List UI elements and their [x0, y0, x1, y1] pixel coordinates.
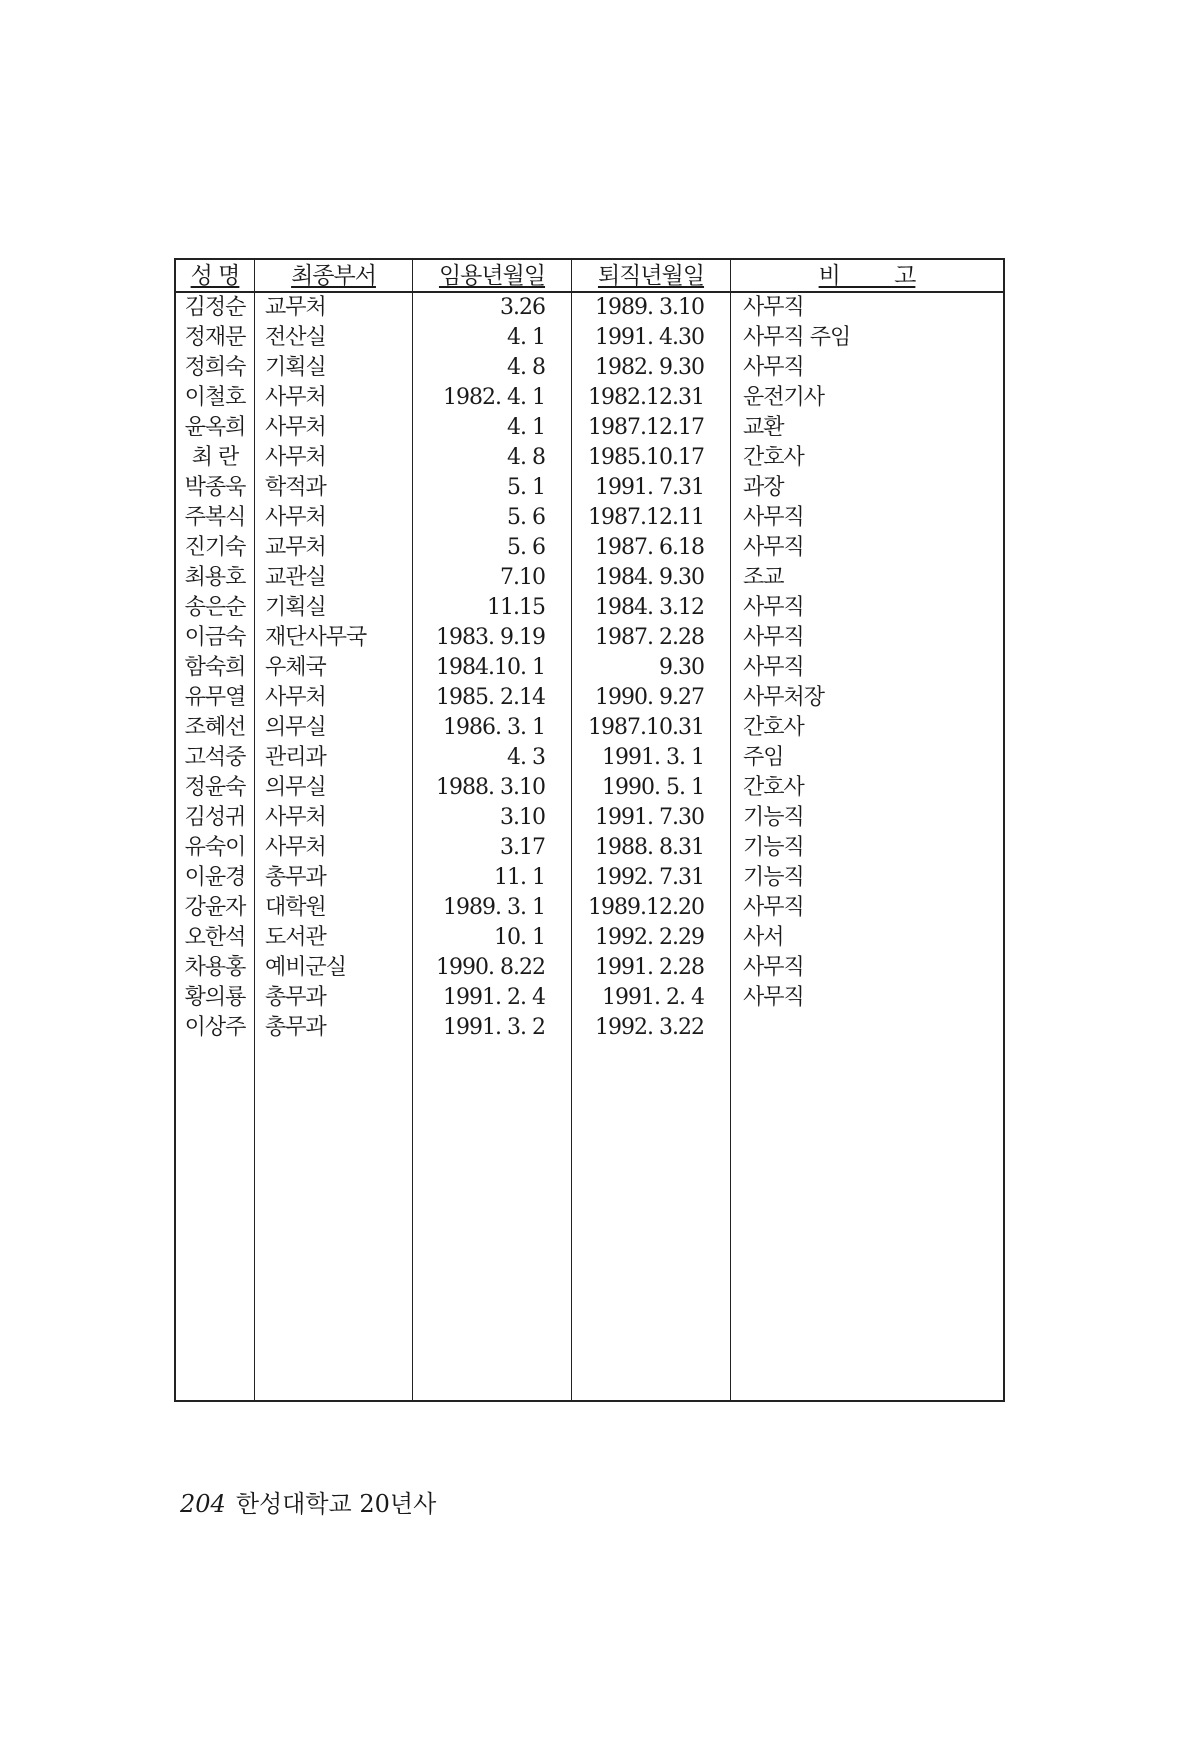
cell-dept: 총무과	[255, 1013, 413, 1043]
page-number: 204	[180, 1490, 226, 1518]
table-row	[175, 683, 1004, 713]
cell-dept: 사무처	[255, 683, 413, 713]
cell-note: 간호사	[731, 713, 1005, 743]
cell-dept: 사무처	[255, 803, 413, 833]
cell-retire-date: 1982.12.31	[572, 383, 731, 413]
cell-retire-date: 1987.12.11	[572, 503, 731, 533]
cell-name: 조혜선	[175, 713, 255, 743]
header-hire-date: 임용년월일	[413, 259, 572, 292]
cell-note: 사무직	[731, 593, 1005, 623]
cell-name: 정재문	[175, 323, 255, 353]
cell-note: 사무처장	[731, 683, 1005, 713]
cell-retire-date: 1987. 6.18	[572, 533, 731, 563]
table-row	[175, 893, 1004, 923]
cell-dept: 교관실	[255, 563, 413, 593]
cell-hire-date: 4. 8	[413, 443, 572, 473]
cell-retire-date: 1987.10.31	[572, 713, 731, 743]
cell-name: 진기숙	[175, 533, 255, 563]
cell-name: 오한석	[175, 923, 255, 953]
table-row	[175, 593, 1004, 623]
cell-dept: 전산실	[255, 323, 413, 353]
cell-dept: 교무처	[255, 533, 413, 563]
table-row	[175, 323, 1004, 353]
table-row	[175, 443, 1004, 473]
table-row	[175, 292, 1004, 323]
cell-dept: 대학원	[255, 893, 413, 923]
cell-retire-date: 1984. 9.30	[572, 563, 731, 593]
cell-name: 박종욱	[175, 473, 255, 503]
table-row	[175, 923, 1004, 953]
cell-note: 조교	[731, 563, 1005, 593]
cell-dept: 예비군실	[255, 953, 413, 983]
cell-dept: 학적과	[255, 473, 413, 503]
header-note: 비 고	[731, 259, 1005, 292]
cell-dept: 의무실	[255, 713, 413, 743]
cell-hire-date: 1989. 3. 1	[413, 893, 572, 923]
cell-dept: 사무처	[255, 383, 413, 413]
header-name: 성 명	[175, 259, 255, 292]
table-row	[175, 953, 1004, 983]
cell-hire-date: 1982. 4. 1	[413, 383, 572, 413]
cell-note: 과장	[731, 473, 1005, 503]
table-row	[175, 773, 1004, 803]
cell-dept: 관리과	[255, 743, 413, 773]
cell-hire-date: 4. 8	[413, 353, 572, 383]
book-title: 한성대학교 20년사	[235, 1490, 437, 1518]
table-row	[175, 383, 1004, 413]
cell-name: 차용홍	[175, 953, 255, 983]
cell-dept: 우체국	[255, 653, 413, 683]
table-row	[175, 413, 1004, 443]
table-row	[175, 863, 1004, 893]
cell-dept: 도서관	[255, 923, 413, 953]
cell-name: 이윤경	[175, 863, 255, 893]
cell-hire-date: 4. 3	[413, 743, 572, 773]
table-row	[175, 623, 1004, 653]
cell-note	[731, 1013, 1005, 1043]
cell-dept: 총무과	[255, 983, 413, 1013]
cell-note: 사무직	[731, 292, 1005, 323]
cell-note: 사서	[731, 923, 1005, 953]
cell-retire-date: 1989. 3.10	[572, 292, 731, 323]
cell-note: 사무직	[731, 653, 1005, 683]
cell-retire-date: 1982. 9.30	[572, 353, 731, 383]
cell-hire-date: 11. 1	[413, 863, 572, 893]
cell-hire-date: 1986. 3. 1	[413, 713, 572, 743]
cell-note: 기능직	[731, 803, 1005, 833]
cell-name: 김정순	[175, 292, 255, 323]
cell-retire-date: 1987.12.17	[572, 413, 731, 443]
cell-name: 이상주	[175, 1013, 255, 1043]
cell-dept: 총무과	[255, 863, 413, 893]
cell-dept: 사무처	[255, 833, 413, 863]
cell-retire-date: 1992. 7.31	[572, 863, 731, 893]
table-row	[175, 473, 1004, 503]
cell-retire-date: 1990. 9.27	[572, 683, 731, 713]
table-row	[175, 983, 1004, 1013]
cell-name: 송은순	[175, 593, 255, 623]
cell-retire-date: 1988. 8.31	[572, 833, 731, 863]
filler-cell	[413, 1043, 572, 1401]
cell-hire-date: 5. 1	[413, 473, 572, 503]
table-row	[175, 533, 1004, 563]
cell-name: 함숙희	[175, 653, 255, 683]
cell-note: 간호사	[731, 773, 1005, 803]
filler-cell	[255, 1043, 413, 1401]
cell-dept: 사무처	[255, 503, 413, 533]
cell-name: 정윤숙	[175, 773, 255, 803]
cell-hire-date: 5. 6	[413, 533, 572, 563]
cell-retire-date: 1992. 2.29	[572, 923, 731, 953]
cell-name: 최용호	[175, 563, 255, 593]
cell-hire-date: 4. 1	[413, 413, 572, 443]
cell-retire-date: 1984. 3.12	[572, 593, 731, 623]
header-row	[175, 259, 1004, 292]
cell-name: 윤옥희	[175, 413, 255, 443]
table-header	[175, 259, 1004, 292]
table-row	[175, 503, 1004, 533]
table-row	[175, 653, 1004, 683]
cell-name: 이금숙	[175, 623, 255, 653]
cell-hire-date: 1990. 8.22	[413, 953, 572, 983]
cell-hire-date: 1991. 2. 4	[413, 983, 572, 1013]
table-row	[175, 743, 1004, 773]
filler-cell	[175, 1043, 255, 1401]
cell-retire-date: 1991. 2. 4	[572, 983, 731, 1013]
cell-dept: 사무처	[255, 443, 413, 473]
cell-hire-date: 3.26	[413, 292, 572, 323]
cell-note: 간호사	[731, 443, 1005, 473]
table-row	[175, 803, 1004, 833]
cell-note: 운전기사	[731, 383, 1005, 413]
cell-hire-date: 7.10	[413, 563, 572, 593]
cell-dept: 사무처	[255, 413, 413, 443]
table-row	[175, 833, 1004, 863]
cell-retire-date: 1989.12.20	[572, 893, 731, 923]
table-row	[175, 353, 1004, 383]
cell-note: 사무직 주임	[731, 323, 1005, 353]
table-row	[175, 563, 1004, 593]
cell-note: 사무직	[731, 893, 1005, 923]
header-retire-date: 퇴직년월일	[572, 259, 731, 292]
cell-note: 교환	[731, 413, 1005, 443]
cell-name: 강윤자	[175, 893, 255, 923]
filler-cell	[731, 1043, 1005, 1401]
cell-hire-date: 3.17	[413, 833, 572, 863]
cell-name: 유무열	[175, 683, 255, 713]
cell-retire-date: 1991. 7.31	[572, 473, 731, 503]
cell-name: 고석중	[175, 743, 255, 773]
cell-name: 정희숙	[175, 353, 255, 383]
cell-hire-date: 1988. 3.10	[413, 773, 572, 803]
cell-name: 김성귀	[175, 803, 255, 833]
table-filler-row	[175, 1043, 1004, 1401]
cell-retire-date: 1991. 7.30	[572, 803, 731, 833]
cell-hire-date: 4. 1	[413, 323, 572, 353]
cell-hire-date: 11.15	[413, 593, 572, 623]
header-dept: 최종부서	[255, 259, 413, 292]
table-row	[175, 713, 1004, 743]
cell-note: 사무직	[731, 503, 1005, 533]
cell-retire-date: 1991. 2.28	[572, 953, 731, 983]
cell-dept: 기획실	[255, 593, 413, 623]
page-footer	[180, 1484, 436, 1519]
cell-retire-date: 1987. 2.28	[572, 623, 731, 653]
table-row	[175, 1013, 1004, 1043]
cell-name: 황의룡	[175, 983, 255, 1013]
filler-cell	[572, 1043, 731, 1401]
cell-retire-date: 1992. 3.22	[572, 1013, 731, 1043]
cell-note: 사무직	[731, 353, 1005, 383]
cell-name: 유숙이	[175, 833, 255, 863]
cell-hire-date: 1991. 3. 2	[413, 1013, 572, 1043]
cell-note: 사무직	[731, 533, 1005, 563]
cell-note: 사무직	[731, 623, 1005, 653]
cell-retire-date: 1991. 3. 1	[572, 743, 731, 773]
cell-note: 사무직	[731, 953, 1005, 983]
cell-dept: 기획실	[255, 353, 413, 383]
cell-retire-date: 1985.10.17	[572, 443, 731, 473]
cell-dept: 재단사무국	[255, 623, 413, 653]
cell-hire-date: 1983. 9.19	[413, 623, 572, 653]
cell-name: 주복식	[175, 503, 255, 533]
cell-hire-date: 1984.10. 1	[413, 653, 572, 683]
table-body	[175, 292, 1004, 1401]
cell-name: 최 란	[175, 443, 255, 473]
cell-hire-date: 3.10	[413, 803, 572, 833]
cell-dept: 교무처	[255, 292, 413, 323]
cell-note: 사무직	[731, 983, 1005, 1013]
cell-note: 기능직	[731, 833, 1005, 863]
cell-hire-date: 1985. 2.14	[413, 683, 572, 713]
cell-dept: 의무실	[255, 773, 413, 803]
cell-hire-date: 5. 6	[413, 503, 572, 533]
staff-table	[174, 258, 1005, 1402]
cell-retire-date: 9.30	[572, 653, 731, 683]
cell-retire-date: 1990. 5. 1	[572, 773, 731, 803]
cell-name: 이철호	[175, 383, 255, 413]
cell-note: 주임	[731, 743, 1005, 773]
cell-retire-date: 1991. 4.30	[572, 323, 731, 353]
cell-hire-date: 10. 1	[413, 923, 572, 953]
cell-note: 기능직	[731, 863, 1005, 893]
